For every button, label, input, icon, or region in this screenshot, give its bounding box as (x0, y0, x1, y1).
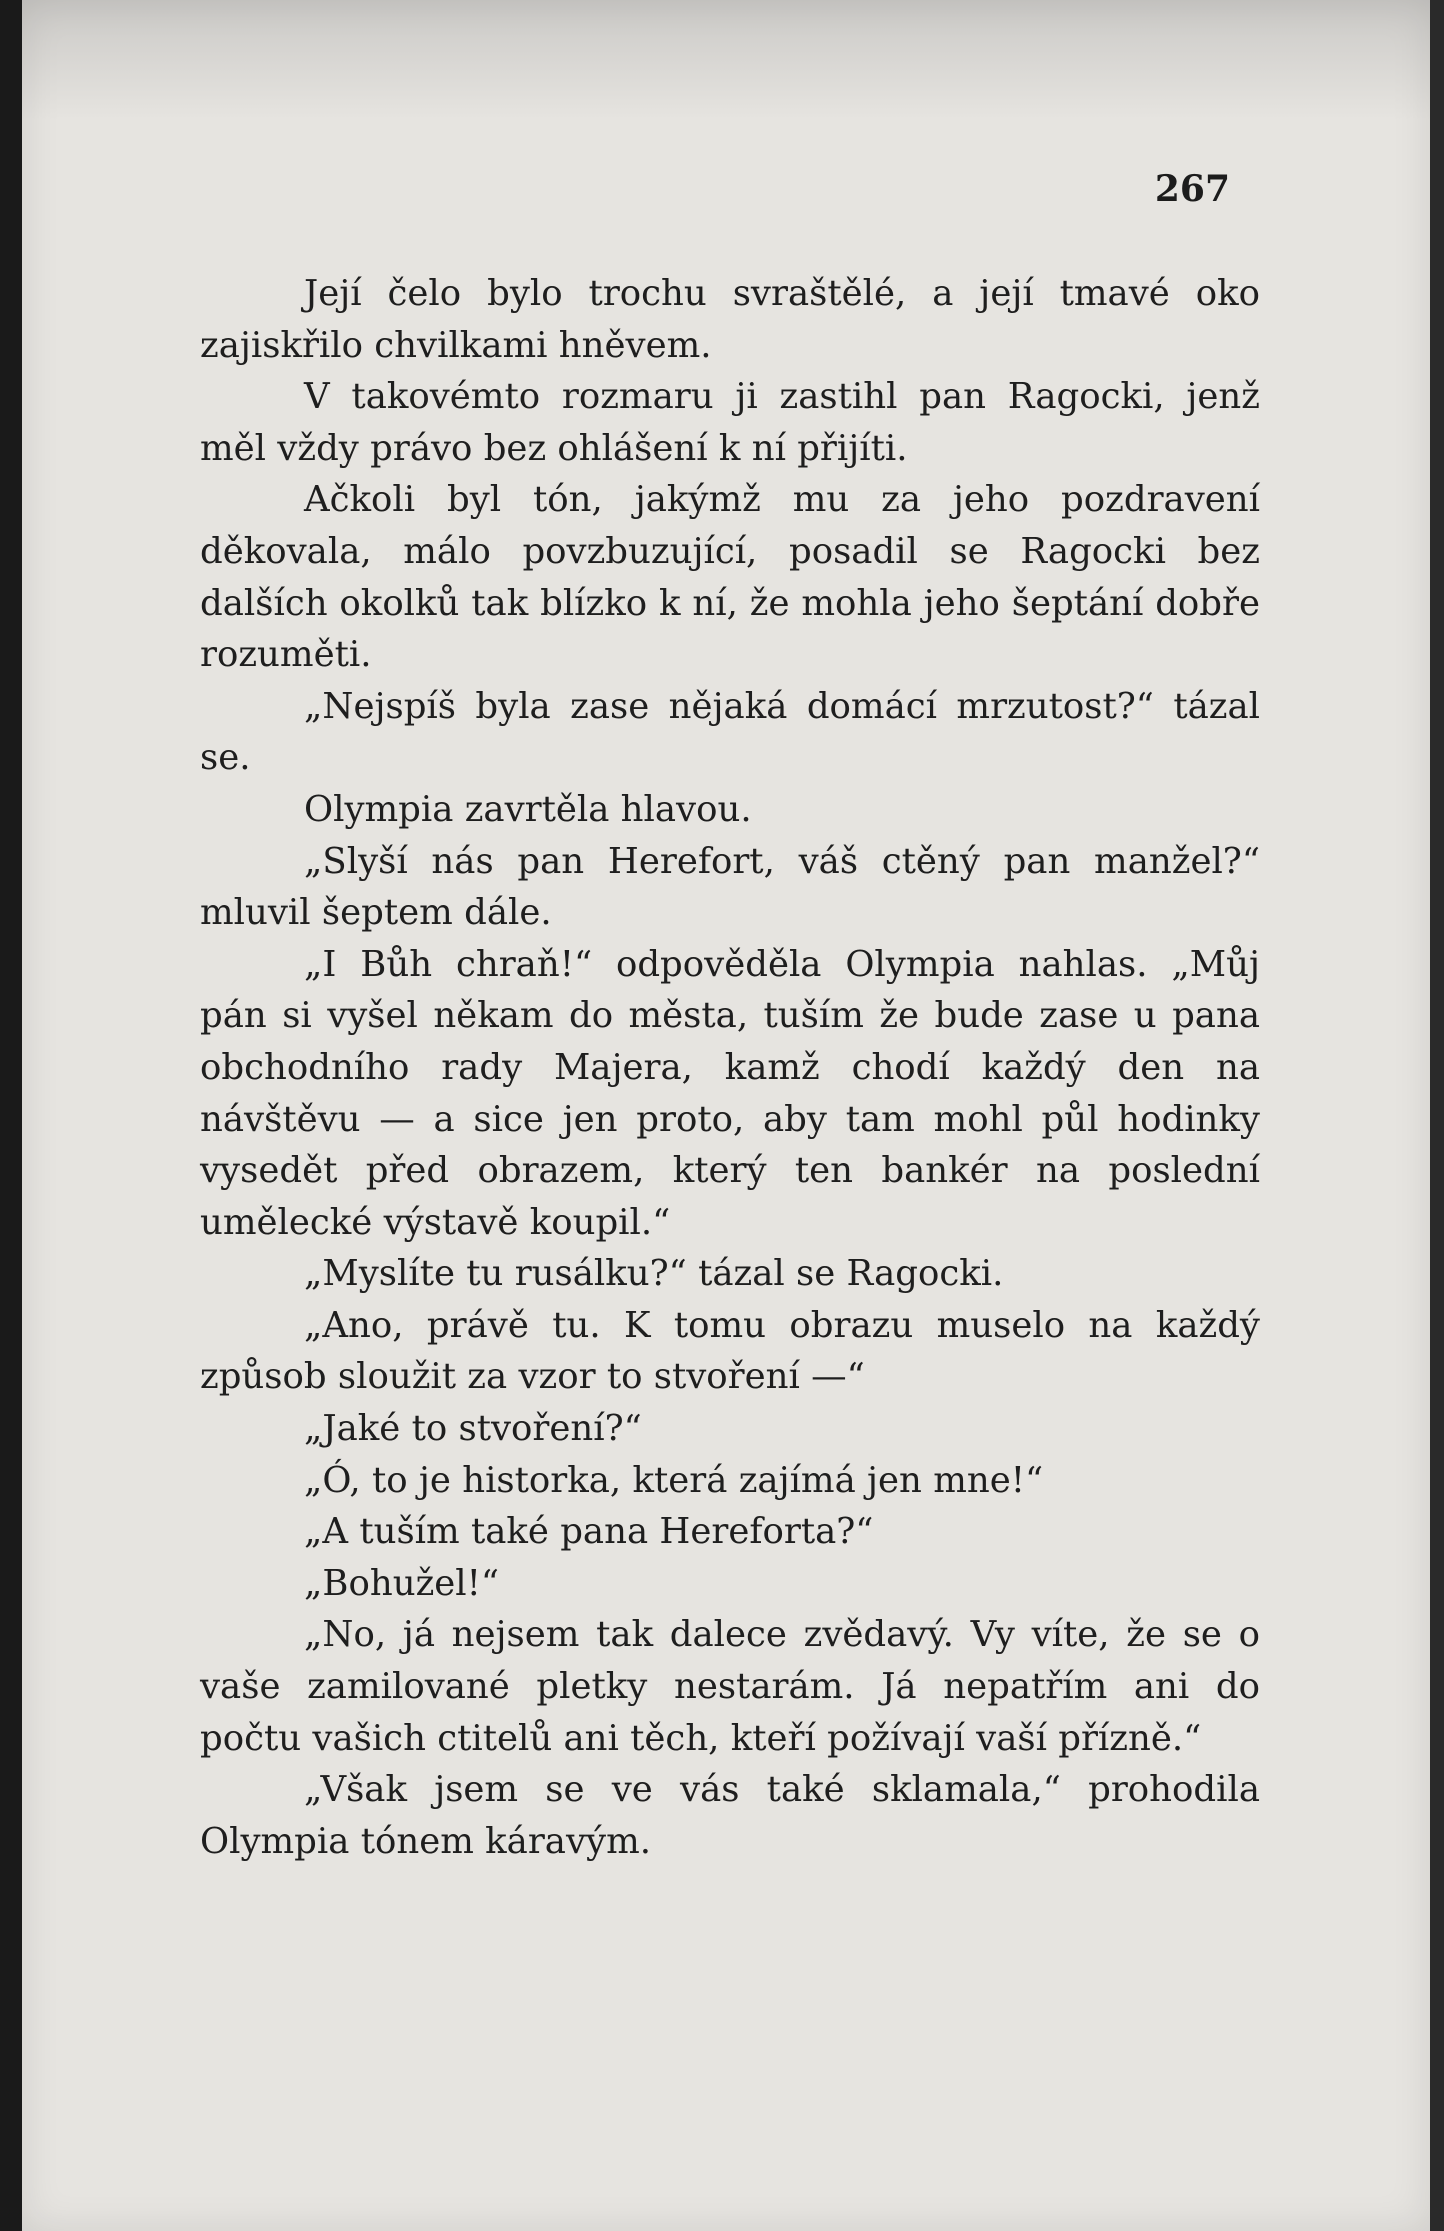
paragraph: „Nejspíš byla zase nějaká domácí mrzutost?“ tázal se. (200, 685, 1260, 779)
book-page (22, 0, 1430, 2231)
paragraph: Její čelo bylo trochu svraštělé, a její tmavé oko zajiskřilo chvilkami hněvem. (200, 273, 1260, 366)
paragraph: Olympia zavrtěla hlavou. (304, 788, 752, 830)
paragraph: „Myslíte tu rusálku?“ tázal se Ragocki. (304, 1253, 1004, 1295)
paragraph: „Bohužel!“ (304, 1562, 500, 1604)
scan-edge (0, 0, 22, 2231)
page-number: 267 (1154, 168, 1230, 210)
paragraph: „A tuším také pana Hereforta?“ (304, 1511, 874, 1553)
paragraph: Ačkoli byl tón, jakýmž mu za jeho pozdravení děkovala, málo povzbuzující, posadil se Ragocki bez dalších okolků tak blízko k ní, že mohla jeho šeptání dobře rozuměti. (200, 479, 1260, 676)
paragraph: „Však jsem se ve vás také sklamala,“ prohodila Olympia tónem káravým. (200, 1769, 1260, 1862)
paragraph: „Ó, to je historka, která zajímá jen mne!“ (304, 1459, 1044, 1501)
paragraph: „No, já nejsem tak dalece zvědavý. Vy víte, že se o vaše zamilované pletky nestarám. Já nepatřím ani do počtu vašich ctitelů ani těch, kteří požívají vaší přízně.“ (200, 1614, 1260, 1759)
paragraph: „I Bůh chraň!“ odpověděla Olympia nahlas. „Můj pán si vyšel někam do města, tuším že bude zase u pana obchodního rady Majera, kamž chodí každý den na návštěvu — a sice jen proto, aby tam mohl půl hodinky vysedět před obrazem, který ten bankér na poslední umělecké výstavě koupil.“ (200, 943, 1260, 1243)
page-text (200, 268, 1260, 1867)
paragraph: „Slyší nás pan Herefort, váš ctěný pan manžel?“ mluvil šeptem dále. (200, 840, 1260, 934)
paragraph: V takovémto rozmaru ji zastihl pan Ragocki, jenž měl vždy právo bez ohlášení k ní přijíti. (200, 376, 1260, 469)
paragraph: „Ano, právě tu. K tomu obrazu muselo na každý způsob sloužit za vzor to stvoření —“ (200, 1304, 1260, 1398)
paragraph: „Jaké to stvoření?“ (304, 1408, 642, 1450)
